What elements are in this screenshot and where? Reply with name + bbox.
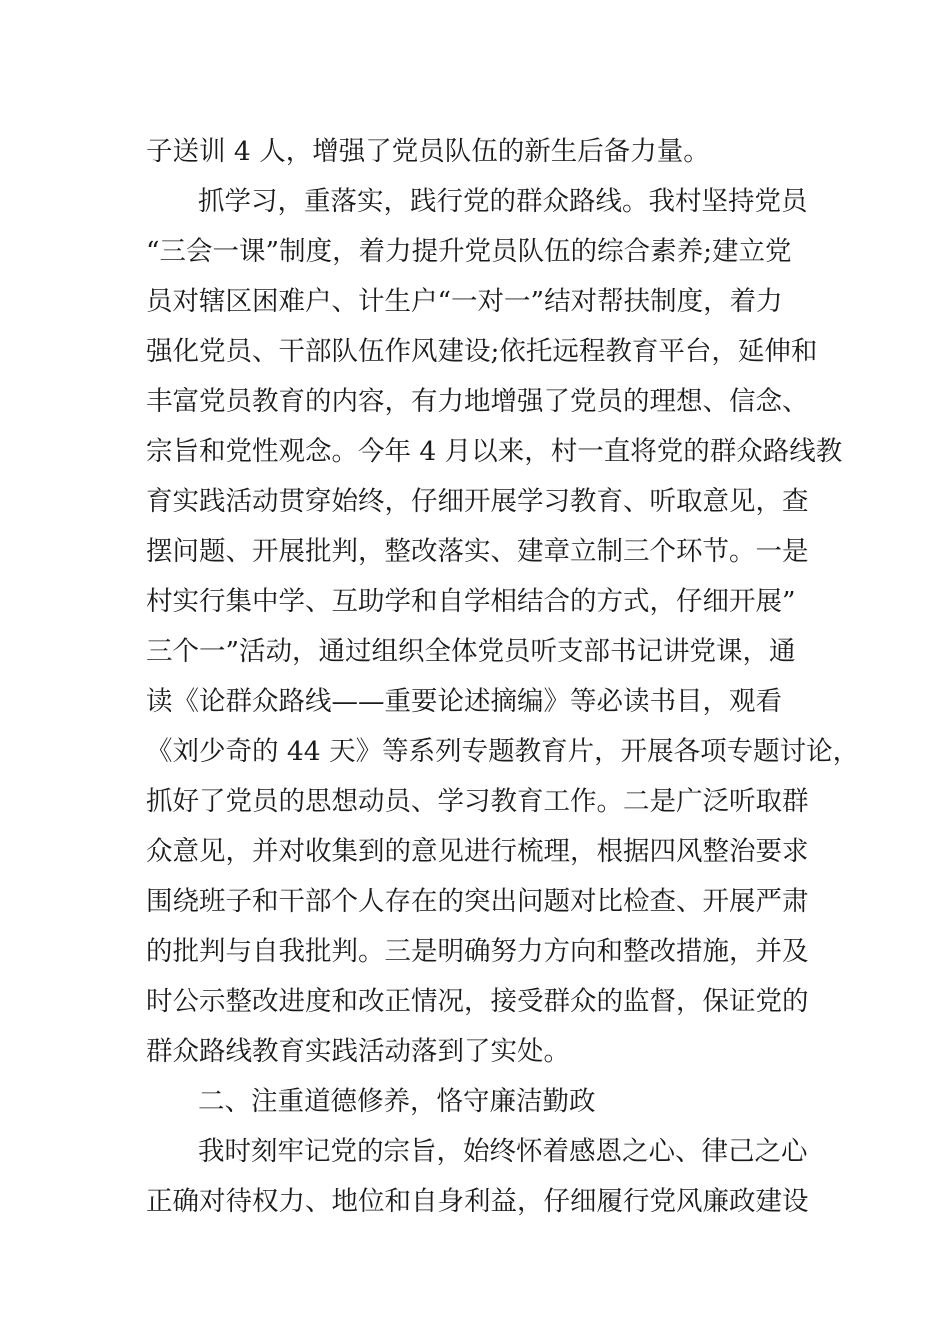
text-line: 《刘少奇的 44 天》等系列专题教育片，开展各项专题讨论， [146,736,860,767]
text-line: 子送训 4 人，增强了党员队伍的新生后备力量。 [146,136,710,167]
text-line: 读《论群众路线——重要论述摘编》等必读书目，观看 [146,686,782,717]
text-line: 众意见，并对收集到的意见进行梳理，根据四风整治要求 [146,836,809,867]
text-line: 员对辖区困难户、计生户“一对一”结对帮扶制度，着力 [146,286,783,317]
text-line: 强化党员、干部队伍作风建设;依托远程教育平台，延伸和 [146,336,818,367]
paragraph-start-line: 我时刻牢记党的宗旨，始终怀着感恩之心、律己之心 [198,1136,808,1167]
body-text [146,127,860,1227]
text-line: 丰富党员教育的内容，有力地增强了党员的理想、信念、 [146,386,809,417]
text-line: 三个一”活动，通过组织全体党员听支部书记讲党课，通 [146,636,796,667]
text-line: 围绕班子和干部个人存在的突出问题对比检查、开展严肃 [146,886,809,917]
text-line: 育实践活动贯穿始终，仔细开展学习教育、听取意见，查 [146,486,809,517]
text-line: 村实行集中学、互助学和自学相结合的方式，仔细开展” [146,586,796,617]
text-line: 正确对待权力、地位和自身利益，仔细履行党风廉政建设 [146,1186,809,1217]
text-line: 宗旨和党性观念。今年 4 月以来，村一直将党的群众路线教 [146,436,843,467]
text-line: 抓好了党员的思想动员、学习教育工作。二是广泛听取群 [146,786,809,817]
text-line: 的批判与自我批判。三是明确努力方向和整改措施，并及 [146,936,809,967]
text-line: 群众路线教育实践活动落到了实处。 [146,1036,570,1067]
text-line: 时公示整改进度和改正情况，接受群众的监督，保证党的 [146,986,809,1017]
section-heading: 二、注重道德修养，恪守廉洁勤政 [198,1086,596,1117]
paragraph-start-line: 抓学习，重落实，践行党的群众路线。我村坚持党员 [198,186,808,217]
text-line: “三会一课”制度，着力提升党员队伍的综合素养;建立党 [146,236,792,267]
text-line: 摆问题、开展批判，整改落实、建章立制三个环节。一是 [146,536,809,567]
